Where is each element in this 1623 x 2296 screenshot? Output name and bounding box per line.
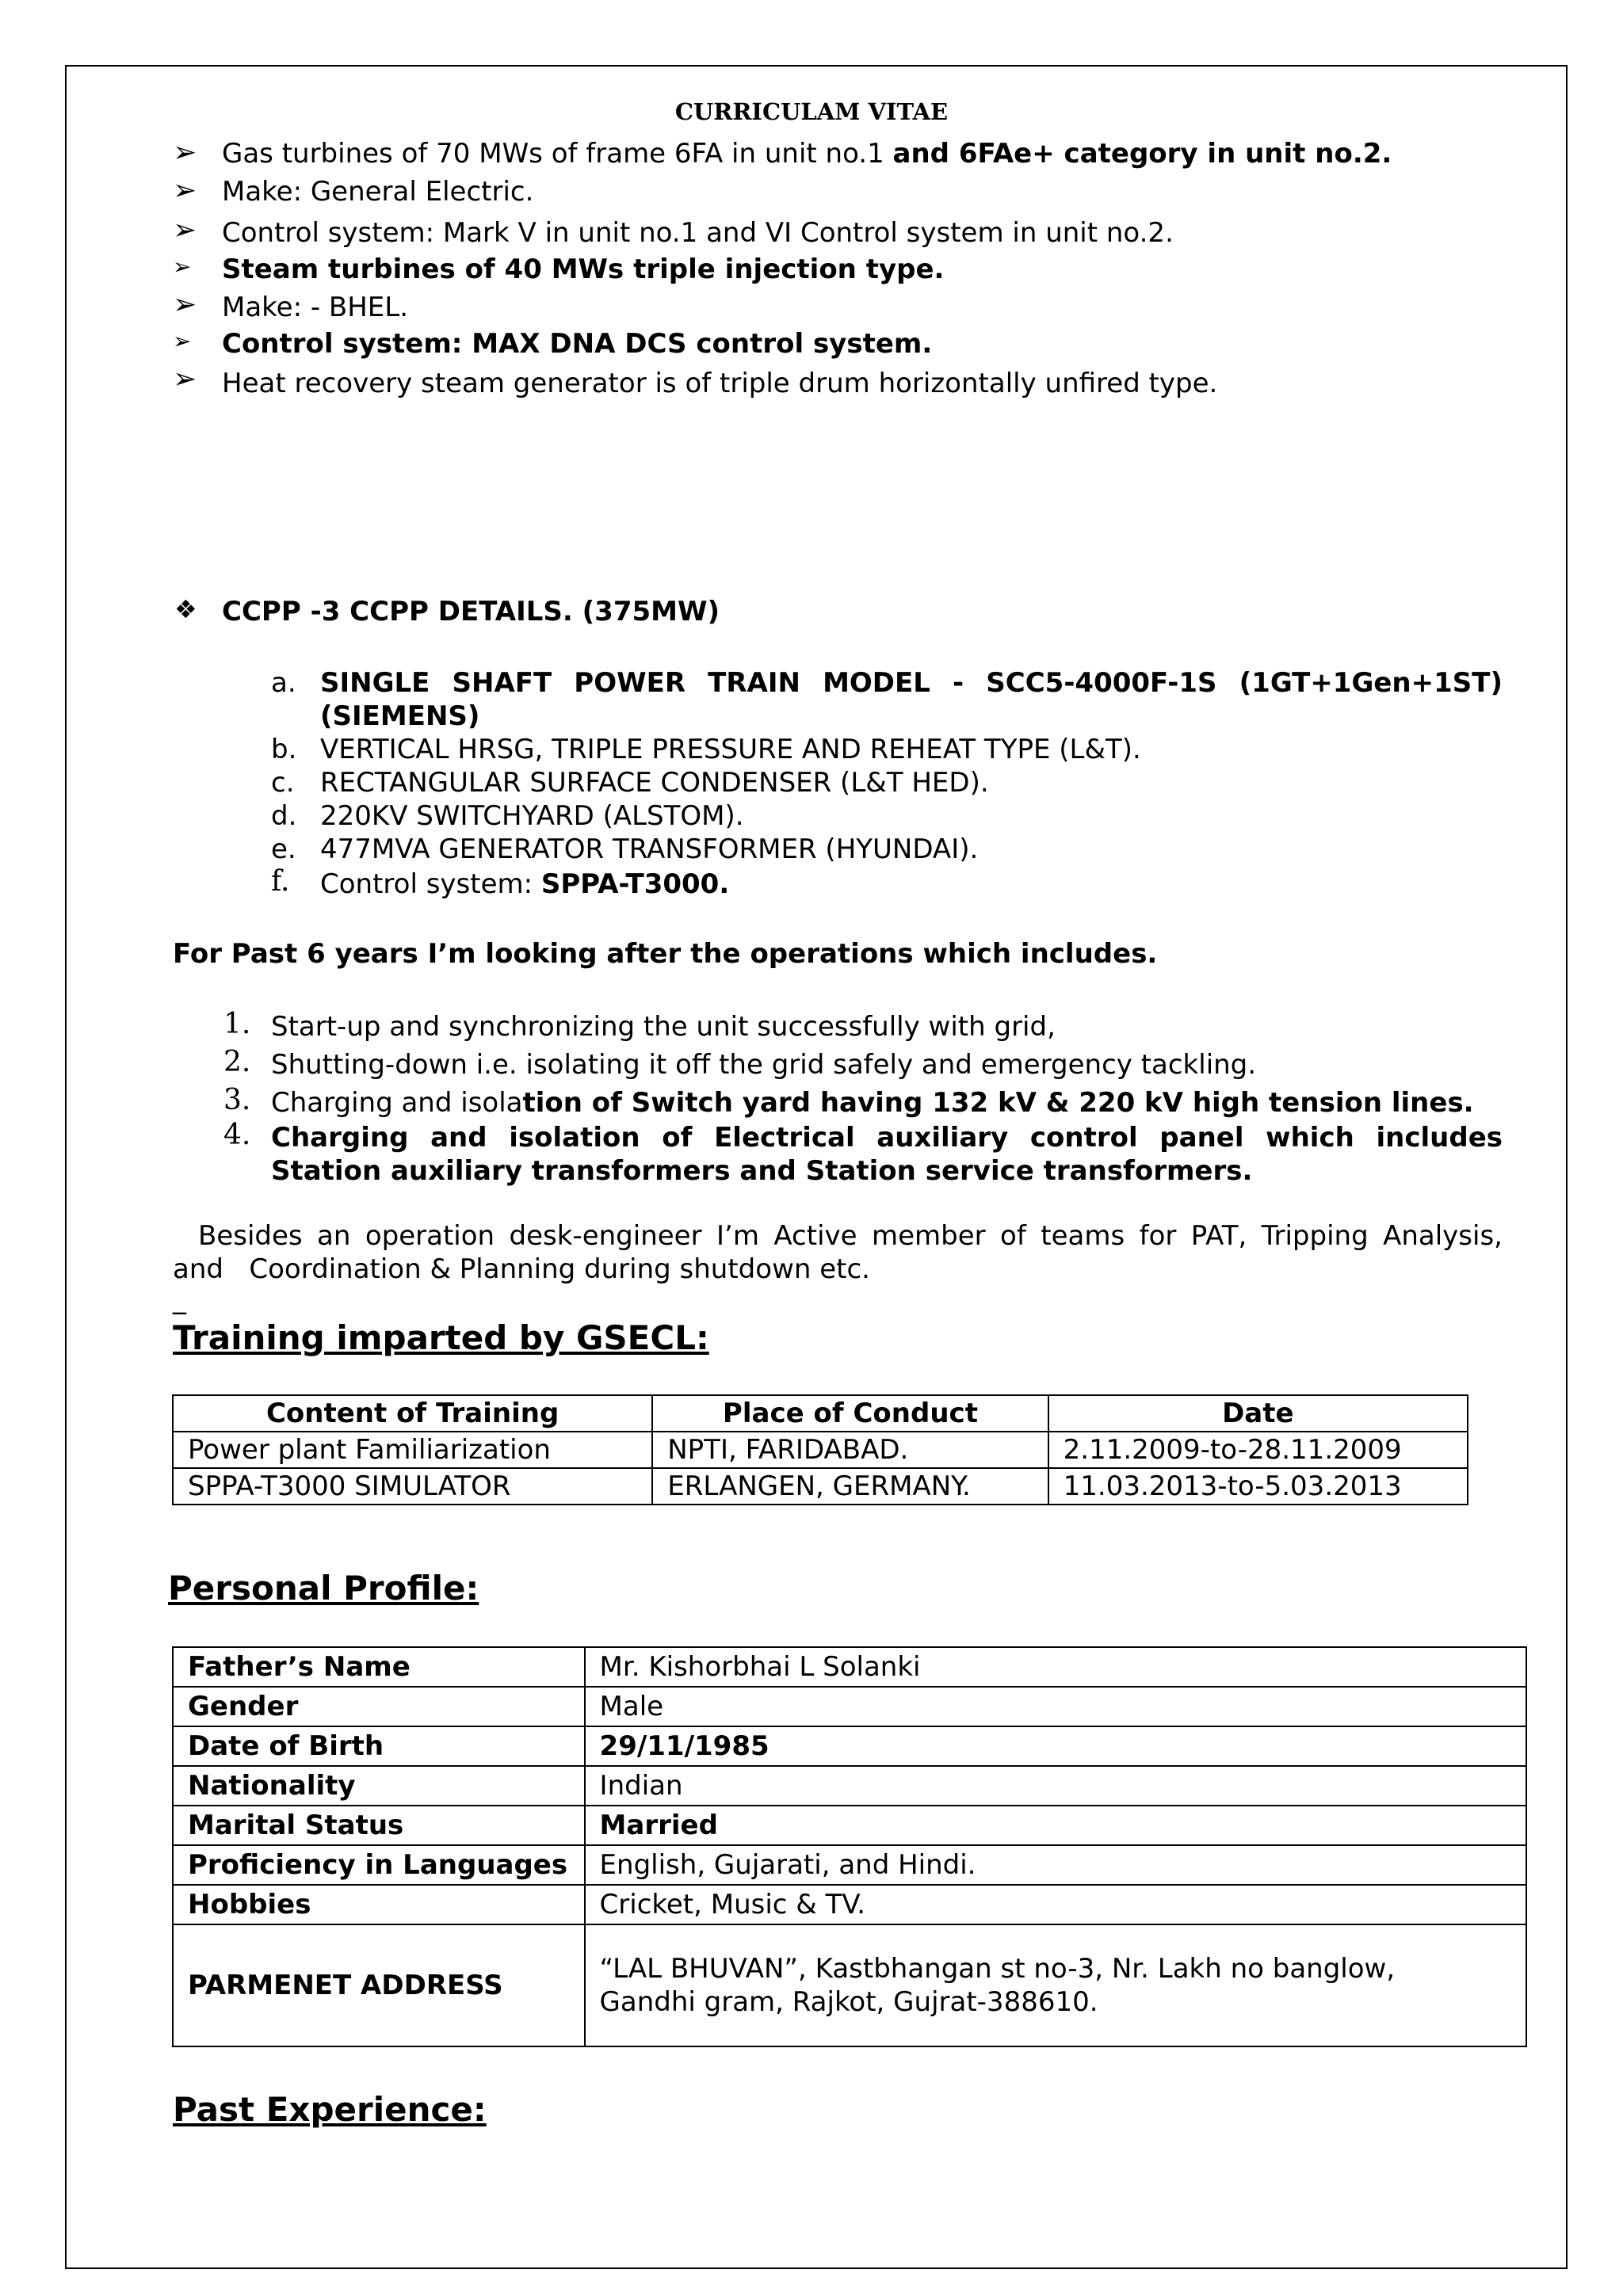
document-title: CURRICULAM VITAE [674,98,949,125]
table-row [173,1806,1526,1845]
table-row [173,1766,1526,1806]
diamond-bullet-icon: ❖ [174,594,197,624]
list-item: f. [271,865,290,898]
list-item-text: 220KV SWITCHYARD (ALSTOM). [320,800,744,832]
column-header: Date [1048,1395,1468,1432]
list-item: b. [271,734,297,765]
profile-value: Married [585,1806,1526,1845]
operations-heading: For Past 6 years I’m looking after the operations which includes. [173,938,1158,970]
paragraph-line: Besides an operation desk-engineer I’m Active member of teams for PAT, Tripping Analysis, [198,1220,1503,1252]
table-cell: SPPA-T3000 SIMULATOR [173,1468,652,1505]
list-item: d. [271,800,297,832]
training-heading: Training imparted by GSECL: [173,1318,709,1357]
profile-heading: Personal Profile: [168,1569,479,1608]
profile-value [585,1924,1526,2046]
table-cell: 11.03.2013-to-5.03.2013 [1048,1468,1468,1505]
list-item-text: VERTICAL HRSG, TRIPLE PRESSURE AND REHEAT TYPE (L&T). [320,734,1141,765]
list-marker: 1. [223,1008,251,1040]
table-cell: Power plant Familiarization [173,1432,652,1468]
list-item [173,136,1392,170]
column-header: Content of Training [173,1395,652,1432]
list-item [173,174,534,208]
table-cell: 2.11.2009-to-28.11.2009 [1048,1432,1468,1468]
arrow-bullet-icon: ➢ [173,174,197,207]
list-item-text: (SIEMENS) [320,700,480,732]
dash-mark: _ [173,1283,186,1315]
list-item-text: 477MVA GENERATOR TRANSFORMER (HYUNDAI). [320,833,979,865]
arrow-bullet-icon: ➢ [173,214,197,246]
profile-label: Date of Birth [173,1726,585,1766]
past-experience-heading: Past Experience: [173,2090,487,2129]
table-row [173,1924,1526,2046]
profile-value: Indian [585,1766,1526,1806]
bullet-text: Heat recovery steam generator is of triple drum horizontally unfired type. [222,368,1218,399]
profile-label: Hobbies [173,1885,585,1924]
address-line: Gandhi gram, Rajkot, Gujrat-388610. [599,1986,1098,2018]
arrow-bullet-icon: ➢ [173,254,192,280]
list-marker: 3. [223,1084,251,1116]
list-item-text: Station auxiliary transformers and Station service transformers. [271,1155,1253,1187]
ccpp-heading [174,594,720,627]
arrow-bullet-icon: ➢ [173,363,197,395]
table-row [173,1432,1468,1468]
column-header: Place of Conduct [652,1395,1048,1432]
list-item [173,363,1218,399]
ccpp-heading-text: CCPP -3 CCPP DETAILS. (375MW) [222,596,720,627]
training-table [172,1394,1468,1505]
list-item-text: Charging and isolation of Switch yard having 132 kV & 220 kV high tension lines. [271,1087,1474,1119]
table-row [173,1845,1526,1885]
table-row [173,1468,1468,1505]
list-item-text: Shutting-down i.e. isolating it off the grid safely and emergency tackling. [271,1049,1257,1081]
list-item-text: Control system: SPPA-T3000. [320,868,730,900]
list-marker: 2. [223,1046,251,1078]
bullet-text: Make: General Electric. [222,176,534,208]
bullet-text: Steam turbines of 40 MWs triple injection type. [222,254,945,285]
profile-label: Proficiency in Languages [173,1845,585,1885]
profile-value: Cricket, Music & TV. [585,1885,1526,1924]
profile-label: PARMENET ADDRESS [173,1924,585,2046]
profile-label: Nationality [173,1766,585,1806]
list-item [173,328,933,360]
bullet-text: Gas turbines of 70 MWs of frame 6FA in unit no.1 and 6FAe+ category in unit no.2. [222,138,1392,170]
arrow-bullet-icon: ➢ [173,288,197,321]
profile-label: Father’s Name [173,1647,585,1687]
paragraph-line: and Coordination & Planning during shutdown etc. [173,1253,870,1285]
profile-table [172,1646,1527,2047]
list-item: c. [271,767,295,799]
table-cell: ERLANGEN, GERMANY. [652,1468,1048,1505]
profile-value: Male [585,1687,1526,1726]
list-item: e. [271,833,296,865]
list-item-text: RECTANGULAR SURFACE CONDENSER (L&T HED). [320,767,989,799]
list-marker: 4. [223,1119,251,1151]
arrow-bullet-icon: ➢ [173,136,197,169]
profile-value: 29/11/1985 [585,1726,1526,1766]
bullet-text: Make: - BHEL. [222,292,409,323]
table-cell: NPTI, FARIDABAD. [652,1432,1048,1468]
bullet-text: Control system: MAX DNA DCS control system. [222,328,933,360]
profile-value: English, Gujarati, and Hindi. [585,1845,1526,1885]
arrow-bullet-icon: ➢ [173,328,192,354]
address-line: “LAL BHUVAN”, Kastbhangan st no-3, Nr. Lakh no banglow, [599,1953,1396,1985]
list-marker: a. [271,667,296,699]
table-row [173,1687,1526,1726]
table-header-row [173,1395,1468,1432]
table-row [173,1885,1526,1924]
profile-value: Mr. Kishorbhai L Solanki [585,1647,1526,1687]
list-item-text: SINGLE SHAFT POWER TRAIN MODEL - SCC5-4000F-1S (1GT+1Gen+1ST) [320,667,1503,699]
table-row [173,1647,1526,1687]
list-item [271,667,296,699]
list-item [173,254,945,285]
list-item [173,288,409,323]
profile-label: Gender [173,1687,585,1726]
list-item [173,214,1174,249]
list-item-text: Charging and isolation of Electrical auxiliary control panel which includes [271,1122,1503,1154]
bullet-text: Control system: Mark V in unit no.1 and VI Control system in unit no.2. [222,217,1174,249]
table-row [173,1726,1526,1766]
list-item-text: Start-up and synchronizing the unit successfully with grid, [271,1011,1056,1043]
profile-label: Marital Status [173,1806,585,1845]
